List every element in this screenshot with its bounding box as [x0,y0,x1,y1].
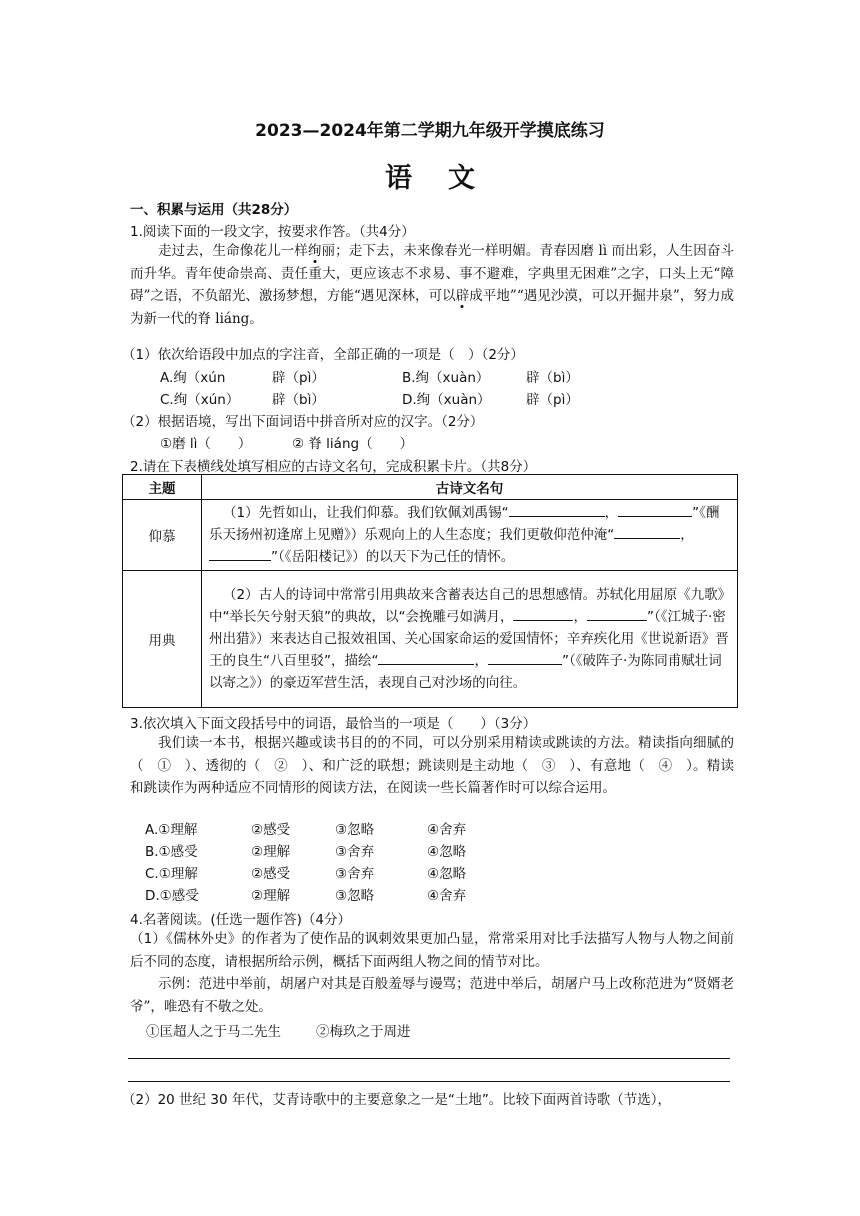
q4-stem: 4.名著阅读。(任选一题作答)（4分） [130,912,352,928]
table-row1-content: （1）先哲如山，让我们仰慕。我们钦佩刘禹锡“ ， ”《酬乐天扬州初逢席上见赠》）乐观向上的人生态度；我们更敬仰范仲淹“ ， ”（《岳阳楼记》）的以天下为己任的情怀。 [202,500,738,571]
q3-passage: 我们读一本书，根据兴趣或读书目的的不同，可以分别采用精读或跳读的方法。精读指向细腻的（ ① ）、透彻的（ ② ）、和广泛的联想；跳读则是主动地（ ③ ）、有意地（ ④ ）。精读和跳读作为两种适应不同情形的阅读方法，在阅读一些长篇著作时可以综合运用。 [130,735,734,796]
q4-pair-2: ②梅玖之于周进 [316,1024,411,1040]
q1-option-b-2: 辟（bì） [526,370,579,386]
q1-fill-2: ② 脊 liáng（ ） [292,436,414,452]
q1-option-c: C.绚（xún） [160,392,240,408]
q1-option-a-2: 辟（pì） [272,370,325,386]
q2-stem: 2.请在下表横线处填写相应的古诗文名句，完成积累卡片。（共8分） [130,459,537,475]
table-head-topic: 主题 [123,475,202,500]
q4-pair-1: ①匡超人之于马二先生 [146,1024,281,1040]
q3-option-c: C.①理解 ②感受 ③舍弃 ④忽略 [145,866,467,882]
q4-sub1: （1）《儒林外史》的作者为了使作品的讽刺效果更加凸显，常常采用对比手法描写人物与人物之间前后不同的态度，请根据所给示例，概括下面两组人物之间的情节对比。 [130,931,734,970]
answer-blank[interactable] [378,650,474,665]
table-header-row [123,475,738,500]
q1-option-c-2: 辟（bì） [272,392,325,408]
q3-stem: 3.依次填入下面文段括号中的词语，最恰当的一项是（ ）（3分） [130,716,537,732]
q1-sub2: （2）根据语境，写出下面词语中拼音所对应的汉字。（2分） [122,414,484,430]
table-head-content: 古诗文名句 [202,475,738,500]
q1-fill-1: ①磨 lì（ ） [160,436,252,452]
answer-blank[interactable] [513,606,573,621]
q1-stem: 1.阅读下面的一段文字，按要求作答。（共4分） [130,224,415,240]
answer-blank[interactable] [209,546,271,561]
table-row [123,500,738,571]
q4-sub2: （2）20 世纪 30 年代，艾青诗歌中的主要意象之一是“土地”。比较下面两首诗歌（节选）， [122,1092,672,1108]
table-row [123,571,738,708]
q1-option-d-2: 辟（pì） [526,392,579,408]
section-heading: 一、积累与运用（共28分） [130,202,298,218]
answer-blank[interactable] [488,650,562,665]
answer-blank[interactable] [509,502,605,517]
q4-example: 示例：范进中举前，胡屠户对其是百般羞辱与谩骂；范进中举后，胡屠户马上改称范进为“贤婿老爷”，唯恐有不敬之处。 [130,976,734,1015]
answer-blank[interactable] [618,502,692,517]
answer-line[interactable] [128,1081,730,1082]
q3-option-d: D.①感受 ②理解 ③忽略 ④舍弃 [145,888,467,904]
q1-option-a: A.绚（xún [160,370,226,386]
table-row2-content: （2）古人的诗词中常常引用典故来含蓄表达自己的思想感情。苏轼化用屈原《九歌》中“举长矢兮射天狼”的典故，以“会挽雕弓如满月， ， ”（《江城子·密州出猎》）来表达自己报效祖国、关心国家命运的爱国情怀；辛弃疾化用《世说新语》晋王的良生“八百里驳”，描绘“ ， ”（《破阵子·为陈同甫赋壮词以寄之》）的豪迈军营生活，表现自己对沙场的向往。 [202,571,738,708]
accumulation-card-table [122,474,738,708]
q1-option-d: D.绚（xuàn） [402,392,491,408]
q3-option-a: A.①理解 ②感受 ③忽略 ④舍弃 [145,822,467,838]
q1-option-b: B.绚（xuàn） [402,370,490,386]
q1-sub1: （1）依次给语段中加点的字注音，全部正确的一项是（ ）（2分） [122,347,524,363]
answer-blank[interactable] [614,524,680,539]
q3-option-b: B.①感受 ②理解 ③舍弃 ④忽略 [145,844,467,860]
exam-title: 2023—2024年第二学期九年级开学摸底练习 [255,121,605,141]
q1-passage: 走过去，生命像花儿一样绚丽；走下去，未来像春光一样明媚。青春因磨 lì 而出彩，人生因奋斗而升华。青年使命崇高、责任重大，更应该志不求易、事不避难，字典里无困难”之字，口头上无“障碍”之语，不负韶光、激扬梦想，方能“遇见深林，可以辟成平地”“遇见沙漠，可以开掘井泉”，努力成为新一代的脊 liáng。 [130,243,735,327]
subject-title: 语文 [385,163,511,194]
answer-line[interactable] [128,1058,730,1059]
table-row1-topic: 仰慕 [123,500,202,571]
table-row2-topic: 用典 [123,571,202,708]
q1-dotted-char-1: 绚 [307,243,322,259]
answer-blank[interactable] [587,606,647,621]
q1-dotted-char-2: 辟 [455,288,470,304]
